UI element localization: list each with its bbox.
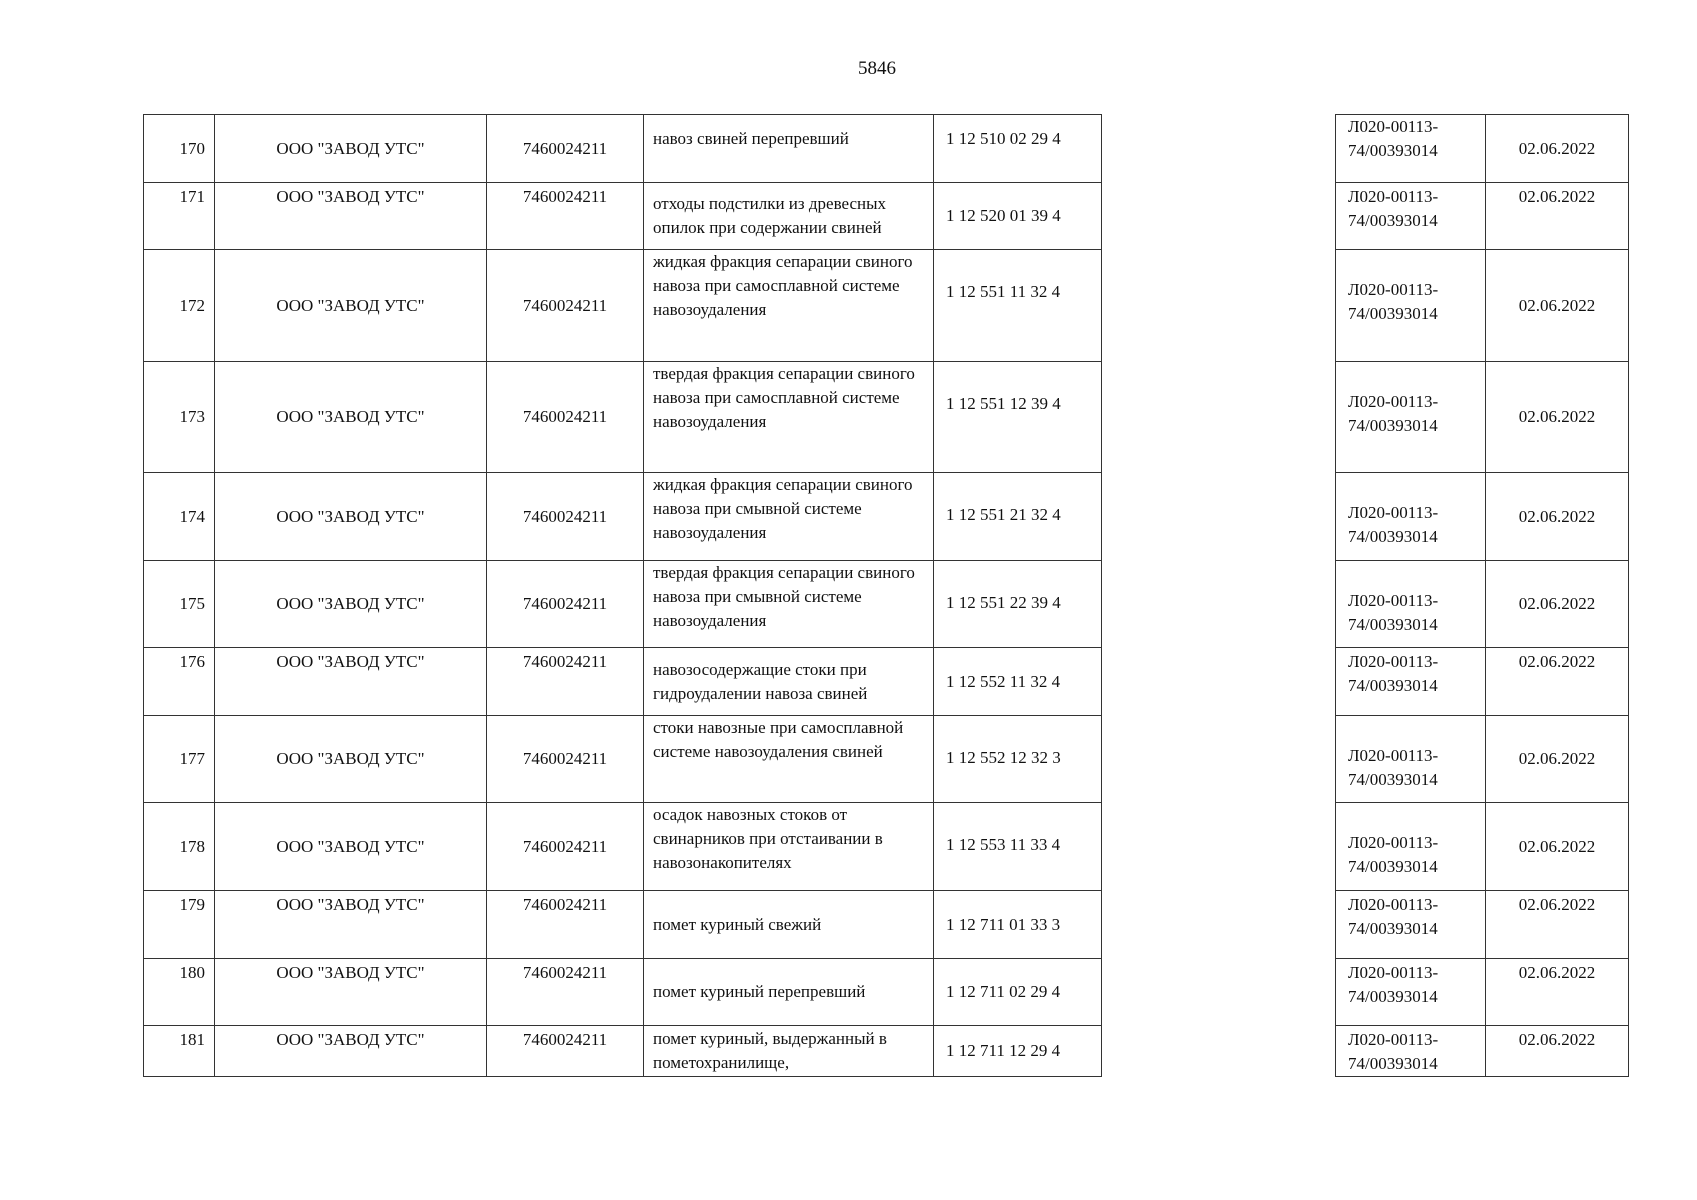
table-row [144, 959, 1629, 1026]
cell-number: 172 [144, 250, 215, 362]
cell-fkko-code: 1 12 711 12 29 4 [934, 1026, 1102, 1077]
cell-date: 02.06.2022 [1486, 1026, 1629, 1077]
cell-license: Л020-00113-74/00393014 [1336, 1026, 1486, 1077]
cell-empty [1102, 362, 1336, 473]
cell-date: 02.06.2022 [1486, 115, 1629, 183]
cell-date: 02.06.2022 [1486, 803, 1629, 891]
cell-organization: ООО "ЗАВОД УТС" [215, 183, 487, 250]
cell-license: Л020-00113-74/00393014 [1336, 115, 1486, 183]
cell-inn: 7460024211 [487, 648, 644, 716]
cell-license: Л020-00113-74/00393014 [1336, 183, 1486, 250]
page-number: 5846 [858, 58, 896, 79]
table-row [144, 183, 1629, 250]
table-row [144, 716, 1629, 803]
cell-number: 171 [144, 183, 215, 250]
cell-organization: ООО "ЗАВОД УТС" [215, 115, 487, 183]
table-row [144, 803, 1629, 891]
cell-number: 179 [144, 891, 215, 959]
cell-date: 02.06.2022 [1486, 648, 1629, 716]
cell-waste-name: навозосодержащие стоки при гидроудалении навоза свиней [644, 648, 934, 716]
cell-number: 180 [144, 959, 215, 1026]
cell-organization: ООО "ЗАВОД УТС" [215, 1026, 487, 1077]
cell-empty [1102, 1026, 1336, 1077]
cell-waste-name: помет куриный перепревший [644, 959, 934, 1026]
cell-fkko-code: 1 12 510 02 29 4 [934, 115, 1102, 183]
cell-waste-name: осадок навозных стоков от свинарников при отстаивании в навозонакопителях [644, 803, 934, 891]
table-row [144, 250, 1629, 362]
cell-empty [1102, 648, 1336, 716]
cell-date: 02.06.2022 [1486, 250, 1629, 362]
cell-number: 181 [144, 1026, 215, 1077]
table-row [144, 648, 1629, 716]
cell-license: Л020-00113-74/00393014 [1336, 716, 1486, 803]
cell-license: Л020-00113-74/00393014 [1336, 473, 1486, 561]
table-row [144, 362, 1629, 473]
cell-waste-name: помет куриный свежий [644, 891, 934, 959]
cell-fkko-code: 1 12 551 21 32 4 [934, 473, 1102, 561]
table-row [144, 473, 1629, 561]
cell-inn: 7460024211 [487, 716, 644, 803]
table-row [144, 115, 1629, 183]
cell-date: 02.06.2022 [1486, 362, 1629, 473]
cell-fkko-code: 1 12 551 11 32 4 [934, 250, 1102, 362]
cell-waste-name: твердая фракция сепарации свиного навоза при самосплавной системе навозоудаления [644, 362, 934, 473]
cell-inn: 7460024211 [487, 250, 644, 362]
cell-fkko-code: 1 12 553 11 33 4 [934, 803, 1102, 891]
cell-waste-name: стоки навозные при самосплавной системе навозоудаления свиней [644, 716, 934, 803]
table-row [144, 1026, 1629, 1077]
cell-empty [1102, 183, 1336, 250]
cell-number: 174 [144, 473, 215, 561]
waste-registry-table [143, 114, 1629, 1077]
cell-license: Л020-00113-74/00393014 [1336, 959, 1486, 1026]
cell-fkko-code: 1 12 520 01 39 4 [934, 183, 1102, 250]
cell-number: 176 [144, 648, 215, 716]
cell-inn: 7460024211 [487, 183, 644, 250]
cell-date: 02.06.2022 [1486, 891, 1629, 959]
cell-license: Л020-00113-74/00393014 [1336, 803, 1486, 891]
cell-fkko-code: 1 12 551 22 39 4 [934, 561, 1102, 648]
cell-empty [1102, 803, 1336, 891]
cell-empty [1102, 250, 1336, 362]
cell-empty [1102, 716, 1336, 803]
cell-license: Л020-00113-74/00393014 [1336, 648, 1486, 716]
cell-organization: ООО "ЗАВОД УТС" [215, 250, 487, 362]
cell-organization: ООО "ЗАВОД УТС" [215, 803, 487, 891]
cell-waste-name: помет куриный, выдержанный в пометохранилище, [644, 1026, 934, 1077]
cell-organization: ООО "ЗАВОД УТС" [215, 891, 487, 959]
cell-number: 178 [144, 803, 215, 891]
cell-date: 02.06.2022 [1486, 959, 1629, 1026]
cell-fkko-code: 1 12 711 02 29 4 [934, 959, 1102, 1026]
cell-fkko-code: 1 12 551 12 39 4 [934, 362, 1102, 473]
cell-date: 02.06.2022 [1486, 473, 1629, 561]
cell-inn: 7460024211 [487, 803, 644, 891]
cell-organization: ООО "ЗАВОД УТС" [215, 716, 487, 803]
cell-license: Л020-00113-74/00393014 [1336, 250, 1486, 362]
cell-inn: 7460024211 [487, 473, 644, 561]
cell-empty [1102, 959, 1336, 1026]
cell-inn: 7460024211 [487, 115, 644, 183]
cell-license: Л020-00113-74/00393014 [1336, 891, 1486, 959]
cell-date: 02.06.2022 [1486, 561, 1629, 648]
cell-inn: 7460024211 [487, 891, 644, 959]
cell-empty [1102, 473, 1336, 561]
cell-fkko-code: 1 12 552 12 32 3 [934, 716, 1102, 803]
cell-organization: ООО "ЗАВОД УТС" [215, 959, 487, 1026]
cell-waste-name: твердая фракция сепарации свиного навоза при смывной системе навозоудаления [644, 561, 934, 648]
cell-fkko-code: 1 12 711 01 33 3 [934, 891, 1102, 959]
cell-inn: 7460024211 [487, 1026, 644, 1077]
cell-number: 170 [144, 115, 215, 183]
cell-number: 175 [144, 561, 215, 648]
cell-organization: ООО "ЗАВОД УТС" [215, 473, 487, 561]
cell-waste-name: навоз свиней перепревший [644, 115, 934, 183]
cell-inn: 7460024211 [487, 561, 644, 648]
cell-organization: ООО "ЗАВОД УТС" [215, 648, 487, 716]
cell-waste-name: жидкая фракция сепарации свиного навоза при самосплавной системе навозоудаления [644, 250, 934, 362]
cell-date: 02.06.2022 [1486, 716, 1629, 803]
cell-organization: ООО "ЗАВОД УТС" [215, 362, 487, 473]
cell-empty [1102, 891, 1336, 959]
cell-organization: ООО "ЗАВОД УТС" [215, 561, 487, 648]
table-row [144, 891, 1629, 959]
cell-waste-name: отходы подстилки из древесных опилок при содержании свиней [644, 183, 934, 250]
cell-date: 02.06.2022 [1486, 183, 1629, 250]
cell-inn: 7460024211 [487, 959, 644, 1026]
cell-number: 177 [144, 716, 215, 803]
cell-license: Л020-00113-74/00393014 [1336, 561, 1486, 648]
cell-empty [1102, 561, 1336, 648]
table-row [144, 561, 1629, 648]
cell-fkko-code: 1 12 552 11 32 4 [934, 648, 1102, 716]
cell-waste-name: жидкая фракция сепарации свиного навоза при смывной системе навозоудаления [644, 473, 934, 561]
cell-license: Л020-00113-74/00393014 [1336, 362, 1486, 473]
cell-number: 173 [144, 362, 215, 473]
cell-empty [1102, 115, 1336, 183]
cell-inn: 7460024211 [487, 362, 644, 473]
